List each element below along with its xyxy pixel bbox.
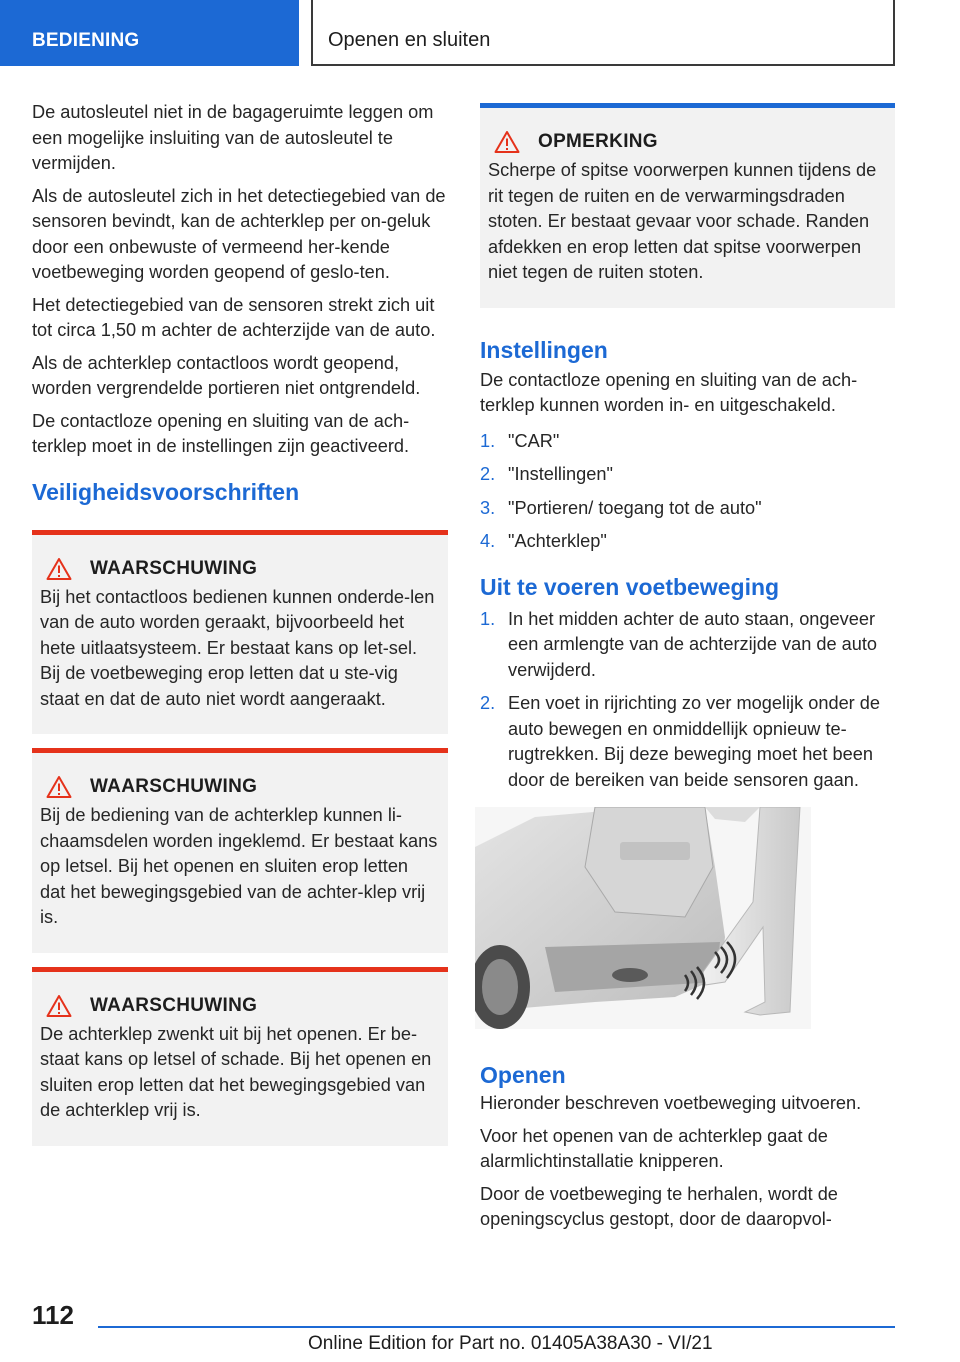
- list-item: 2. "Instellingen": [480, 464, 613, 484]
- paragraph: Het detectiegebied van de sensoren strekt zich uit tot circa 1,50 m achter de achterzijde van de auto.: [32, 294, 436, 340]
- settings-heading: Instellingen: [480, 336, 608, 363]
- safety-heading: Veiligheidsvoorschriften: [32, 478, 300, 505]
- warning-text: De achterklep zwenkt uit bij het openen. Er be-staat kans op letsel of schade. Bij het openen en sluiten erop letten dat het bewegingsgebied van de achterklep vrij is.: [40, 1023, 432, 1120]
- list-item: 1. "CAR": [480, 430, 560, 451]
- movement-steps: [480, 607, 895, 794]
- page-number: 112: [32, 1300, 74, 1330]
- paragraph: De autosleutel niet in de bagageruimte leggen om een mogelijke insluiting van de autosleutel te vermijden.: [32, 102, 434, 173]
- notice-title: OPMERKING: [538, 131, 658, 152]
- list-item: 1. In het midden achter de auto staan, ongeveer een armlengte van de achterzijde van de auto verwijderd.: [480, 608, 878, 680]
- settings-steps: [480, 429, 895, 555]
- right-column: [480, 103, 895, 1240]
- notice-text: Scherpe of spitse voorwerpen kunnen tijdens de rit tegen de ruiten en de verwarmingsdraden stoten. Er bestaat gevaar voor schade. Randen afdekken en erop letten dat spitse voorwerpen niet tegen de ruiten stoten.: [488, 160, 877, 282]
- paragraph: Door de voetbeweging te herhalen, wordt de openingscyclus gestopt, door de daaropvol-: [480, 1183, 838, 1229]
- warning-text: Bij het contactloos bedienen kunnen onderde-len van de auto worden geraakt, bijvoorbeeld het hete uitlaatsysteem. Er bestaat kans op let-sel. Bij de voetbeweging erop letten dat u ste-vig staat en dat de auto niet wordt aangeraakt.: [40, 586, 435, 709]
- paragraph: De contactloze opening en sluiting van de ach-terklep moet in de instellingen zijn geactiveerd.: [32, 410, 410, 456]
- edition-info: Online Edition for Part no. 01405A38A30 - VI/21: [308, 1333, 713, 1354]
- warning-box: [32, 748, 448, 953]
- warning-triangle-icon: [46, 557, 72, 581]
- movement-heading: Uit te voeren voetbeweging: [480, 573, 780, 600]
- settings-intro: De contactloze opening en sluiting van de ach-terklep kunnen worden in- en uitgeschakeld.: [480, 369, 858, 415]
- warning-triangle-icon: [46, 775, 72, 799]
- foot-gesture-illustration: [475, 807, 811, 1029]
- footer-divider: [98, 1326, 895, 1328]
- warning-title: WAARSCHUWING: [90, 557, 258, 579]
- warning-text: Bij de bediening van de achterklep kunnen li-chaamsdelen worden ingeklemd. Er bestaat kans op letsel. Bij het openen en sluiten erop letten dat het bewegingsgebied van de achter-klep vrij is.: [40, 805, 438, 927]
- list-item: 4. "Achterklep": [480, 531, 607, 551]
- warning-title: WAARSCHUWING: [90, 776, 258, 797]
- notice-triangle-icon: [494, 130, 520, 154]
- paragraph: Als de achterklep contactloos wordt geopend, worden vergrendelde portieren niet ontgrendeld.: [32, 352, 421, 398]
- warning-box: [32, 530, 448, 735]
- paragraph: Voor het openen van de achterklep gaat de alarmlichtinstallatie knipperen.: [480, 1125, 828, 1171]
- open-heading: Openen: [480, 1062, 566, 1088]
- list-item: 3. "Portieren/ toegang tot de auto": [480, 497, 762, 518]
- section-tab: BEDIENING: [0, 0, 299, 66]
- warning-title: WAARSCHUWING: [90, 994, 258, 1016]
- chapter-title: Openen en sluiten: [311, 0, 895, 66]
- left-column: [32, 100, 448, 1146]
- paragraph: Als de autosleutel zich in het detectiegebied van de sensoren bevindt, kan de achterklep per on-geluk door een onbewuste of vermeend her-kende voetbeweging worden geopend of geslo-ten.: [32, 185, 446, 282]
- notice-box: [480, 103, 895, 308]
- list-item: 2. Een voet in rijrichting zo ver mogelijk onder de auto bewegen en onmiddellijk opnieuw te-rugtrekken. Bij deze beweging moet het been door de bereiken van beide sensoren gaan.: [480, 693, 881, 790]
- paragraph: Hieronder beschreven voetbeweging uitvoeren.: [480, 1093, 862, 1113]
- warning-triangle-icon: [46, 994, 72, 1018]
- warning-box: [32, 967, 448, 1146]
